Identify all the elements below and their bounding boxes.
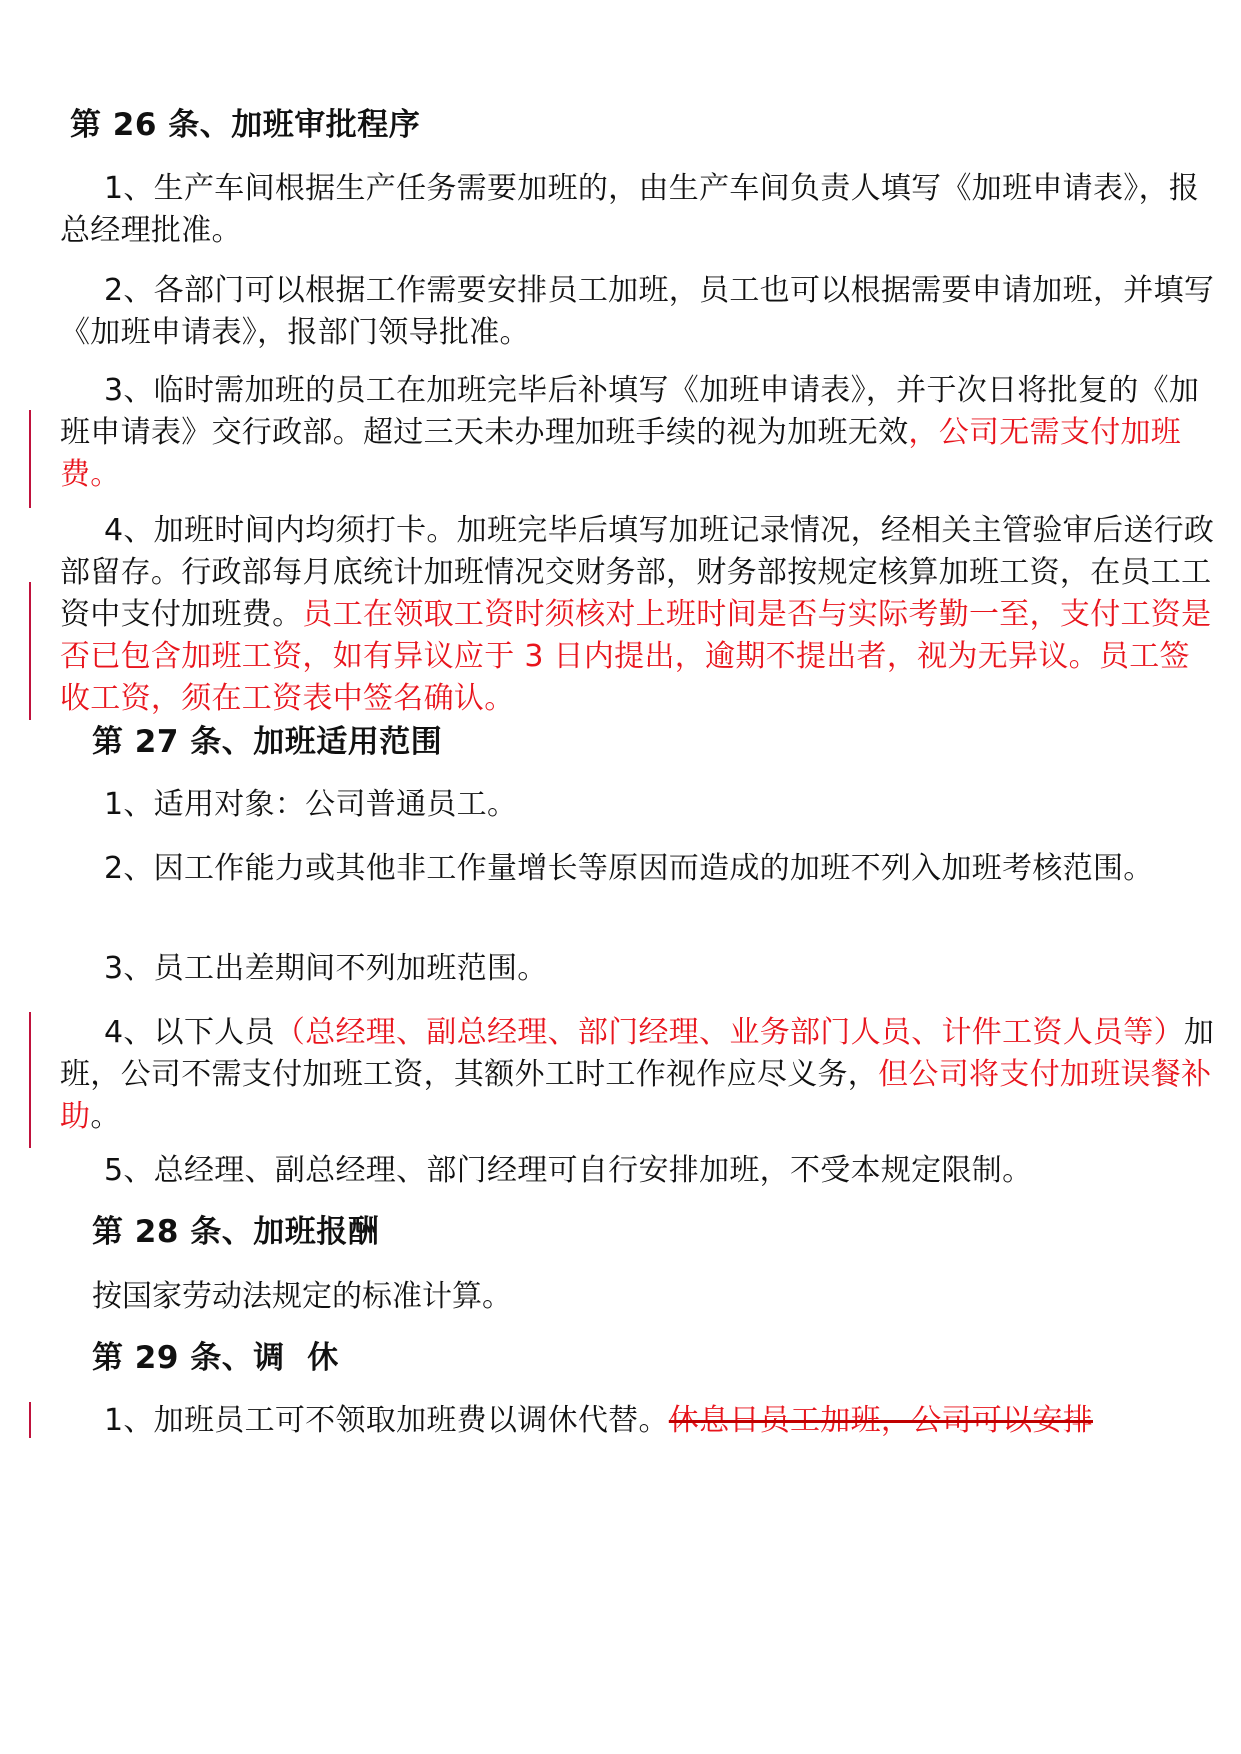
inserted-revision-text: （总经理、副总经理、部门经理、业务部门人员、计件工资人员等） xyxy=(274,1015,1184,1050)
article-27-heading: 第 27 条、加班适用范围 xyxy=(92,724,443,760)
paragraph-text: 2、因工作能力或其他非工作量增长等原因而造成的加班不列入加班考核范围。 xyxy=(104,851,1154,886)
paragraph-text: 。 xyxy=(90,1099,121,1134)
paragraph-text: 3、临时需加班的员工在加班完毕后补填写《加班申请表》，并于次日将批复的《加班申请表》交行政部。超过三天未办理加班手续的视为加班无效 xyxy=(60,373,1200,450)
inserted-revision-text: 但公司将支付加班误餐补助 xyxy=(60,1057,1212,1134)
paragraph-text: 1、适用对象：公司普通员工。 xyxy=(104,787,518,822)
article-28-heading: 第 28 条、加班报酬 xyxy=(92,1214,380,1250)
paragraph-text: 2、各部门可以根据工作需要安排员工加班，员工也可以根据需要申请加班，并填写《加班申请表》，报部门领导批准。 xyxy=(60,273,1215,350)
paragraph-text: 3、员工出差期间不列加班范围。 xyxy=(104,951,548,986)
change-bar xyxy=(29,410,31,508)
article-26-paragraph-2 xyxy=(60,270,1220,354)
article-27-paragraph-5 xyxy=(60,1150,1220,1192)
paragraph-text: 5、总经理、副总经理、部门经理可自行安排加班，不受本规定限制。 xyxy=(104,1153,1033,1188)
article-29-paragraph-1 xyxy=(60,1400,1220,1442)
paragraph-text: 4、以下人员 xyxy=(104,1015,275,1050)
article-27-paragraph-2 xyxy=(60,848,1220,890)
article-26-paragraph-4 xyxy=(60,510,1220,720)
article-29-heading: 第 29 条、调 休 xyxy=(92,1340,339,1376)
change-bar xyxy=(29,1402,31,1438)
paragraph-text: 1、加班员工可不领取加班费以调休代替。 xyxy=(104,1403,669,1438)
article-27-paragraph-1 xyxy=(60,784,1220,826)
change-bar xyxy=(29,1012,31,1148)
deleted-revision-text: 休息日员工加班，公司可以安排 xyxy=(668,1403,1093,1438)
inserted-revision-text: ，公司无需支付加班费。 xyxy=(60,415,1182,492)
paragraph-text: 加班，公司不需支付加班工资，其额外工时工作视作应尽义务， xyxy=(60,1015,1215,1092)
paragraph-text: 1、生产车间根据生产任务需要加班的，由生产车间负责人填写《加班申请表》，报总经理批准。 xyxy=(60,171,1200,248)
paragraph-text: 4、加班时间内均须打卡。加班完毕后填写加班记录情况，经相关主管验审后送行政部留存。行政部每月底统计加班情况交财务部，财务部按规定核算加班工资，在员工工资中支付加班费。 xyxy=(60,513,1215,632)
article-26-paragraph-1 xyxy=(60,168,1220,252)
article-27-paragraph-4 xyxy=(60,1012,1220,1138)
article-26-heading: 第 26 条、加班审批程序 xyxy=(70,107,421,143)
inserted-revision-text: 员工在领取工资时须核对上班时间是否与实际考勤一至，支付工资是否已包含加班工资，如有异议应于 3 日内提出，逾期不提出者，视为无异议。员工签收工资，须在工资表中签名确认。 xyxy=(60,597,1212,716)
change-bar xyxy=(29,582,31,720)
article-26-paragraph-3 xyxy=(60,370,1220,496)
article-28-paragraph-1: 按国家劳动法规定的标准计算。 xyxy=(92,1279,512,1314)
article-27-paragraph-3 xyxy=(60,948,1220,990)
